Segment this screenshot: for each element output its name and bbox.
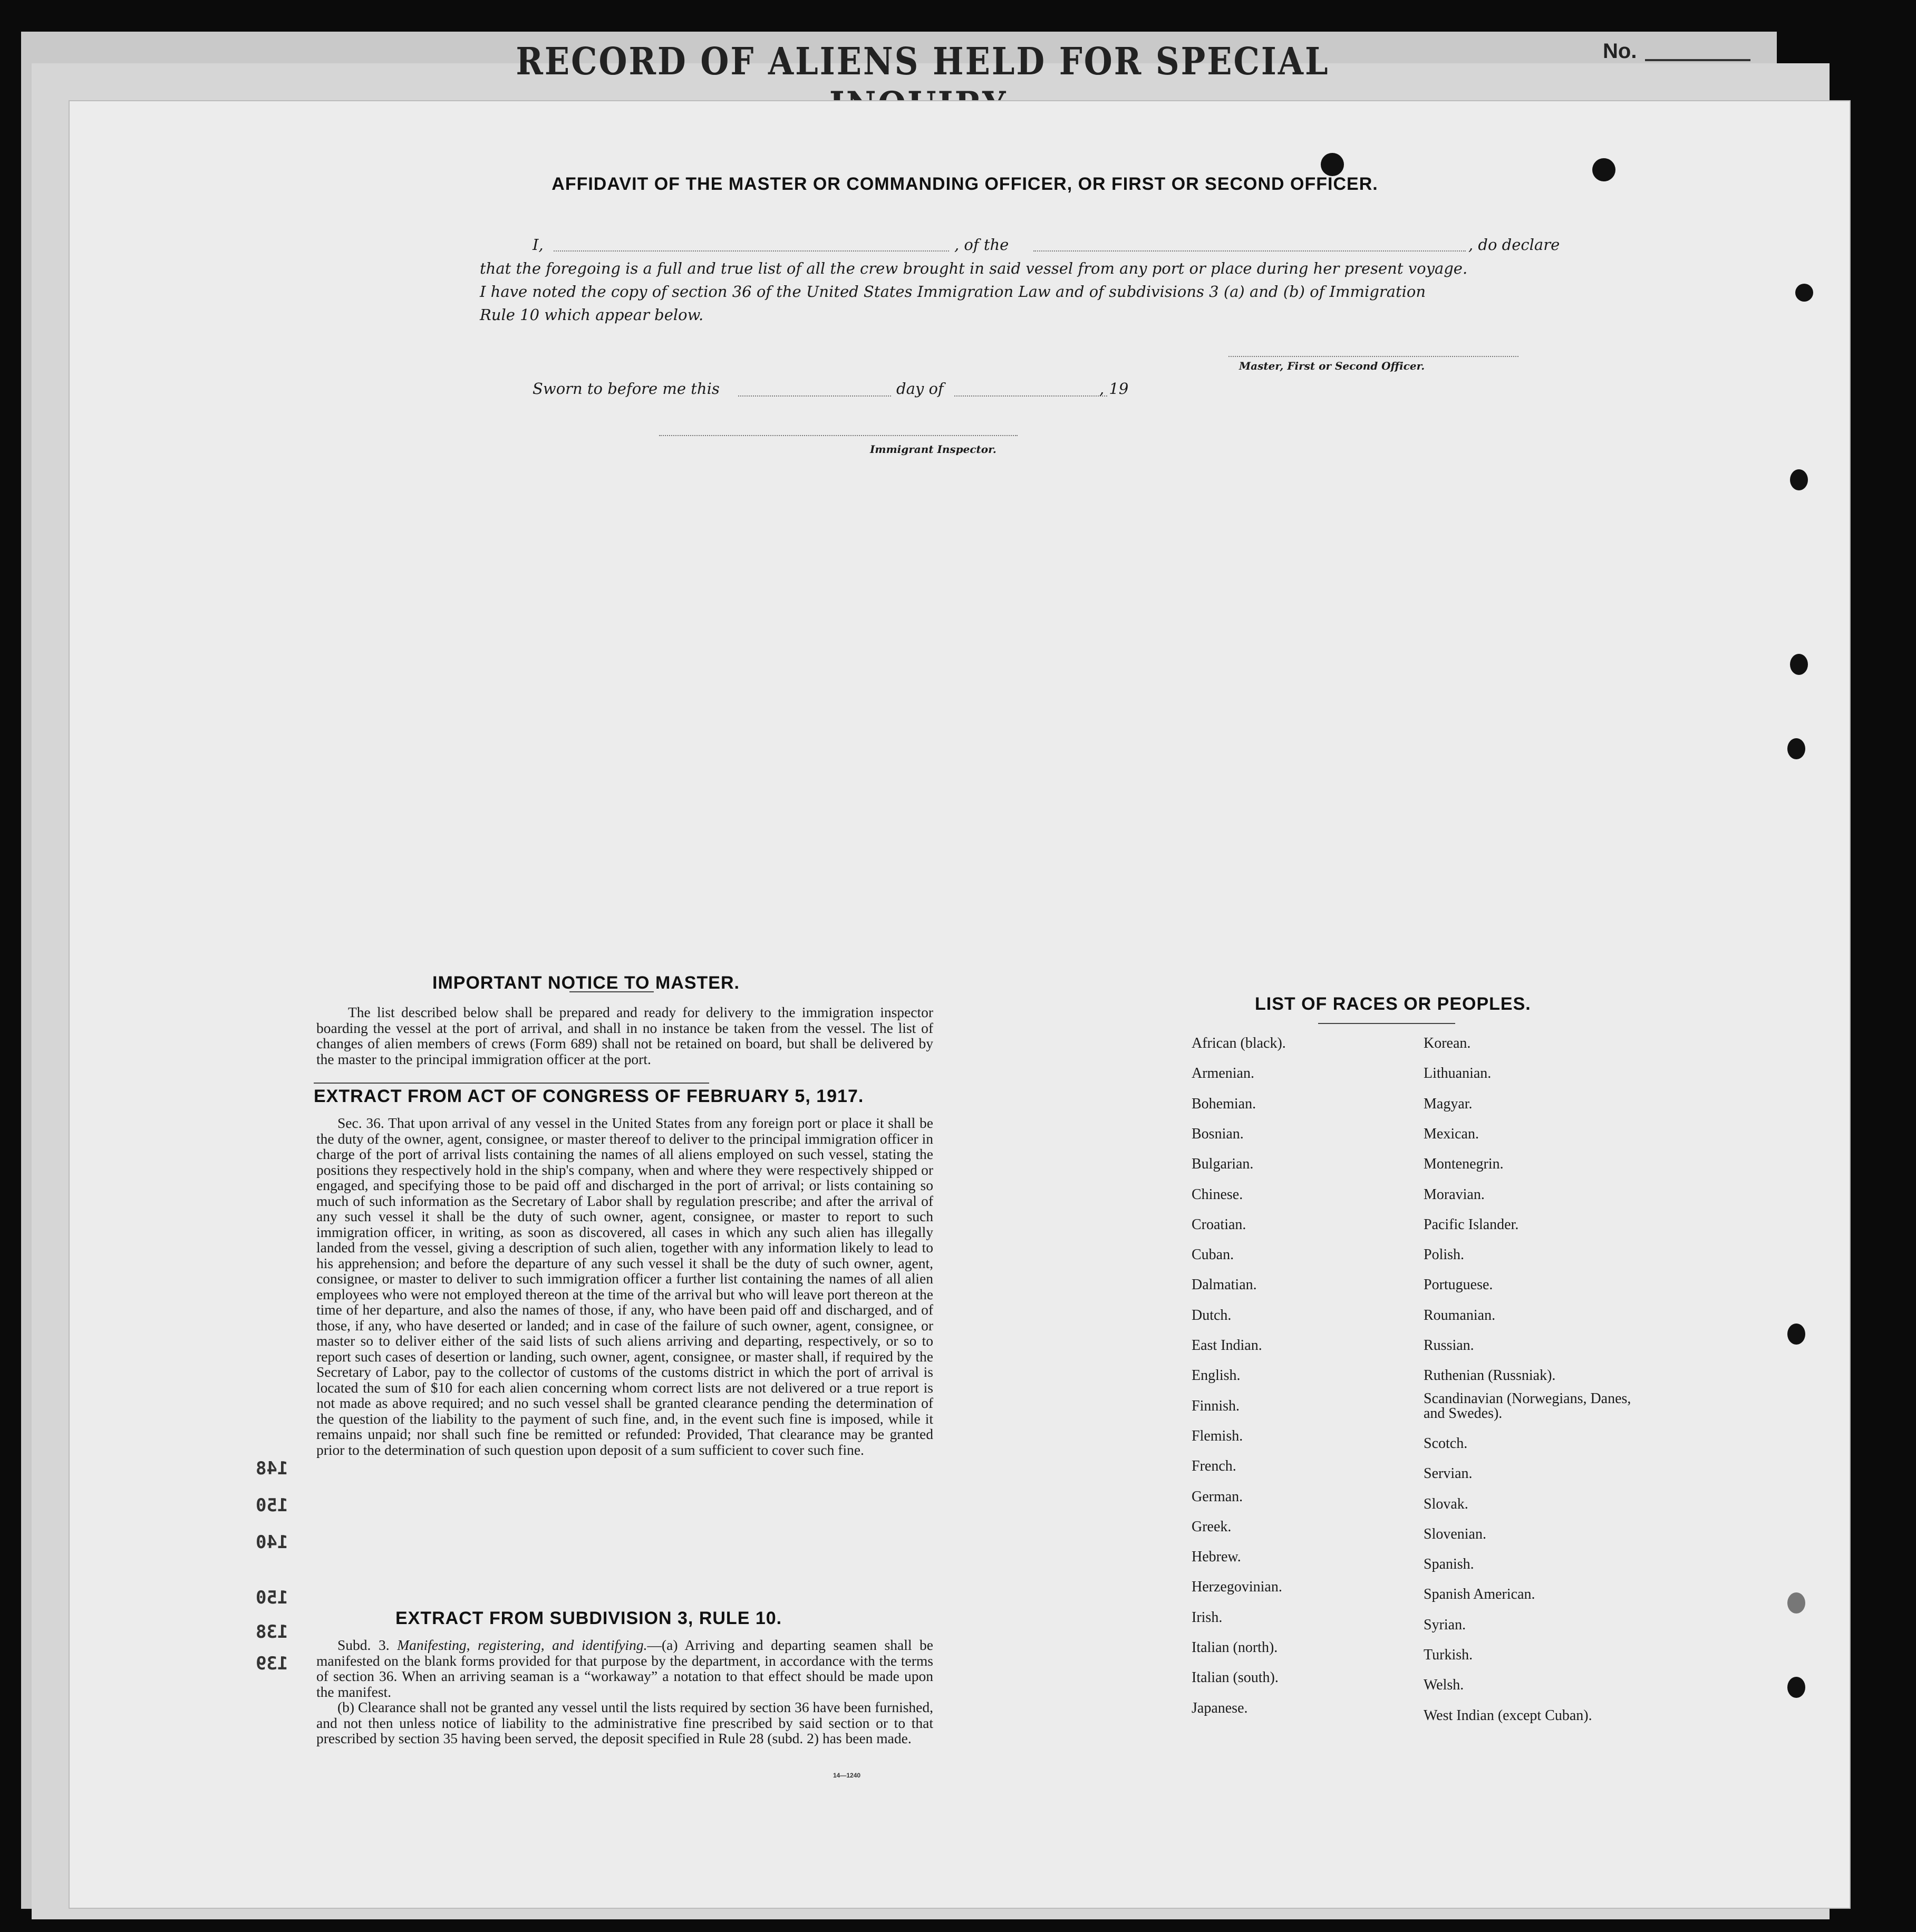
notice-title-underline — [569, 991, 654, 992]
back-sheet-number-line — [1645, 59, 1750, 61]
punch-hole — [1795, 284, 1813, 302]
back-sheet-number-label: No. — [1603, 40, 1637, 63]
race-left-item: East Indian. — [1192, 1337, 1262, 1354]
race-left-item: Bohemian. — [1192, 1095, 1256, 1112]
race-right-item: Magyar. — [1424, 1095, 1473, 1112]
notice-text: The list described below shall be prepared and ready for delivery to the immigration inspector boarding the vessel at the port of arrival, and shall in no instance be taken from the vessel. The list of changes of alien members of crews (Form 689) shall not be retained on board, but shall be delivered by the master to the principal immigration officer at the port. — [316, 1004, 933, 1067]
bleed-number: 140 — [256, 1532, 288, 1553]
extract-rule-title: EXTRACT FROM SUBDIVISION 3, RULE 10. — [395, 1608, 782, 1628]
year-prefix: , 19 — [1099, 380, 1129, 398]
affidavit-line-4: Rule 10 which appear below. — [480, 306, 704, 324]
race-right-item: Slovenian. — [1424, 1525, 1486, 1542]
affidavit-i: I, — [533, 236, 544, 254]
race-right-item: Mexican. — [1424, 1125, 1479, 1142]
bleed-number: 138 — [256, 1621, 288, 1643]
race-right-item: Roumanian. — [1424, 1307, 1496, 1324]
race-right-item: Portuguese. — [1424, 1277, 1493, 1293]
affidavit-line-2: that the foregoing is a full and true list of all the crew brought in said vessel from any port or place during her present voyage. — [480, 259, 1468, 277]
race-right-item: Korean. — [1424, 1035, 1471, 1051]
subd-text-a: —(a) Arriving and departing seamen shall be manifested on the blank forms provided for that purpose by the department, in accordance with the terms of section 36. When an arriving seaman is a “workaway” a notation to that effect should be made upon the manifest. — [316, 1637, 933, 1700]
punch-hole — [1787, 1677, 1805, 1698]
race-right-item: Welsh. — [1424, 1677, 1464, 1694]
inspector-label: Immigrant Inspector. — [870, 443, 996, 456]
section-36-text: That upon arrival of any vessel in the United States from any foreign port or place it shall be the duty of the owner, agent, consignee, or master thereof to deliver to the principal immigration officer in charge of the port of arrival lists containing the names of all aliens employed on such vessel, stating the positions they respectively hold in the ship's company, when and where they were respectively shipped or engaged, and specifying those to be paid off and discharged in the port of arrival; or lists containing so much of such information as the Secretary of Labor shall by regulation prescribe; and after the arrival of any such vessel it shall be the duty of such owner, agent, consignee, or master to report to such immigration officer, in writing, as soon as discovered, all cases in which any such alien has illegally landed from the vessel, giving a description of such alien, together with any information likely to lead to his apprehension; and before the departure of any such vessel it shall be the duty of such owner, agent, consignee, or master to deliver to such immigration officer a further list containing the names of all alien employees who were not employed thereon at the time of the arrival but who will leave port thereon at the time of her departure, and also the names of those, if any, who have been paid off and discharged, and of those, if any, who have deserted or landed; and in case of the failure of such owner, agent, consignee, or master so to deliver either of the said lists of such aliens arriving and departing, respectively, or so to report such cases of desertion or landing, such owner, agent, consignee, or master shall, if required by the Secretary of Labor, pay to the collector of customs of the customs district in which the port of arrival is located the sum of $10 for each alien concerning whom correct lists are not delivered or a true report is not made as above required; and no such vessel shall be granted clearance pending the determination of the question of the liability to the payment of such fine, and, in the event such fine is imposed, while it remains unpaid; nor shall such fine be remitted or refunded: Provided, That clearance may be granted prior to the determination of such question upon deposit of a sum sufficient to cover such fine. — [316, 1115, 933, 1458]
punch-hole — [1790, 654, 1808, 675]
race-left-item: Japanese. — [1192, 1699, 1248, 1716]
subd-label: Subd. 3. — [337, 1637, 390, 1653]
extract-act-rule — [314, 1083, 709, 1084]
races-title: LIST OF RACES OR PEOPLES. — [1255, 994, 1531, 1014]
race-right-item: Syrian. — [1424, 1616, 1466, 1633]
bleed-number: 150 — [256, 1495, 288, 1516]
subd-heading: Manifesting, registering, and identifying. — [397, 1637, 647, 1653]
race-right-item: Spanish. — [1424, 1556, 1474, 1573]
form-number: 14—1240 — [833, 1772, 861, 1779]
race-right-item: Scandinavian (Norwegians, Danes, and Swedes). — [1424, 1390, 1631, 1422]
punch-hole — [1592, 158, 1615, 181]
punch-hole — [1787, 1592, 1805, 1614]
affidavit-of-the: , of the — [954, 236, 1009, 254]
race-left-item: German. — [1192, 1488, 1243, 1505]
sworn-text: Sworn to before me this — [533, 380, 720, 398]
affidavit-title: AFFIDAVIT OF THE MASTER OR COMMANDING OFFICER, OR FIRST OR SECOND OFFICER. — [551, 174, 1378, 194]
race-left-item: Finnish. — [1192, 1397, 1240, 1414]
name-blank[interactable] — [554, 250, 949, 252]
race-right-item: Russian. — [1424, 1337, 1474, 1354]
extract-act-body — [316, 1115, 933, 1457]
race-right-item: Ruthenian (Russniak). — [1424, 1367, 1556, 1384]
race-left-item: Herzegovinian. — [1192, 1579, 1282, 1596]
race-left-item: Croatian. — [1192, 1216, 1246, 1233]
race-right-item: Servian. — [1424, 1465, 1473, 1482]
race-left-item: Chinese. — [1192, 1186, 1243, 1203]
race-right-item: Pacific Islander. — [1424, 1216, 1519, 1233]
punch-hole — [1787, 1324, 1805, 1345]
back-sheet-title: RECORD OF ALIENS HELD FOR SPECIAL — [516, 39, 1330, 83]
vessel-blank[interactable] — [1033, 250, 1466, 252]
bleed-number: 139 — [256, 1653, 288, 1674]
punch-hole — [1790, 469, 1808, 490]
race-left-item: Irish. — [1192, 1609, 1223, 1626]
punch-hole — [1787, 738, 1805, 759]
signature-blank[interactable] — [1228, 356, 1518, 357]
race-right-item: West Indian (except Cuban). — [1424, 1707, 1592, 1724]
signature-label: Master, First or Second Officer. — [1239, 360, 1425, 372]
day-of-text: day of — [896, 380, 944, 398]
race-left-item: Italian (south). — [1192, 1669, 1279, 1686]
race-left-item: Cuban. — [1192, 1247, 1234, 1263]
race-left-item: Armenian. — [1192, 1065, 1254, 1082]
bleed-number: 148 — [256, 1458, 288, 1479]
affidavit-line-3: I have noted the copy of section 36 of the United States Immigration Law and of subdivisions 3 (a) and (b) of Immigration — [480, 283, 1426, 301]
race-left-item: Dalmatian. — [1192, 1277, 1257, 1293]
race-right-item: Moravian. — [1424, 1186, 1485, 1203]
race-right-item: Turkish. — [1424, 1647, 1473, 1663]
race-left-item: English. — [1192, 1367, 1241, 1384]
extract-act-title: EXTRACT FROM ACT OF CONGRESS OF FEBRUARY 5, 1917. — [314, 1086, 864, 1106]
month-blank[interactable] — [954, 395, 1107, 397]
race-left-item: Greek. — [1192, 1518, 1232, 1535]
section-label: Sec. 36. — [337, 1115, 384, 1131]
affidavit-declare: , do declare — [1468, 236, 1560, 254]
race-right-item: Slovak. — [1424, 1495, 1468, 1512]
extract-rule-body — [316, 1637, 933, 1746]
subd-text-b: (b) Clearance shall not be granted any vessel until the lists required by section 36 have been furnished, and not then unless notice of liability to the administrative fine prescribed by said section or to that prescribed by section 35 having been served, the deposit specified in Rule 28 (subd. 2) has been made. — [316, 1699, 933, 1746]
bleed-number: 150 — [256, 1587, 288, 1608]
race-left-item: Bulgarian. — [1192, 1156, 1254, 1173]
day-blank[interactable] — [738, 395, 891, 397]
race-left-item: Dutch. — [1192, 1307, 1232, 1324]
race-right-item: Spanish American. — [1424, 1586, 1535, 1603]
punch-hole — [1321, 153, 1344, 176]
race-left-item: French. — [1192, 1458, 1236, 1475]
race-right-item: Polish. — [1424, 1247, 1465, 1263]
race-left-item: Hebrew. — [1192, 1549, 1241, 1566]
race-right-item: Montenegrin. — [1424, 1156, 1504, 1173]
race-left-item: Italian (north). — [1192, 1639, 1278, 1656]
race-left-item: African (black). — [1192, 1035, 1286, 1051]
race-right-item: Lithuanian. — [1424, 1065, 1492, 1082]
affidavit-page — [69, 100, 1851, 1909]
race-right-item: Scotch. — [1424, 1435, 1468, 1452]
inspector-blank[interactable] — [659, 435, 1018, 436]
notice-title: IMPORTANT NOTICE TO MASTER. — [432, 973, 740, 993]
race-left-item: Bosnian. — [1192, 1125, 1244, 1142]
race-left-item: Flemish. — [1192, 1427, 1243, 1444]
races-title-underline — [1318, 1023, 1455, 1024]
